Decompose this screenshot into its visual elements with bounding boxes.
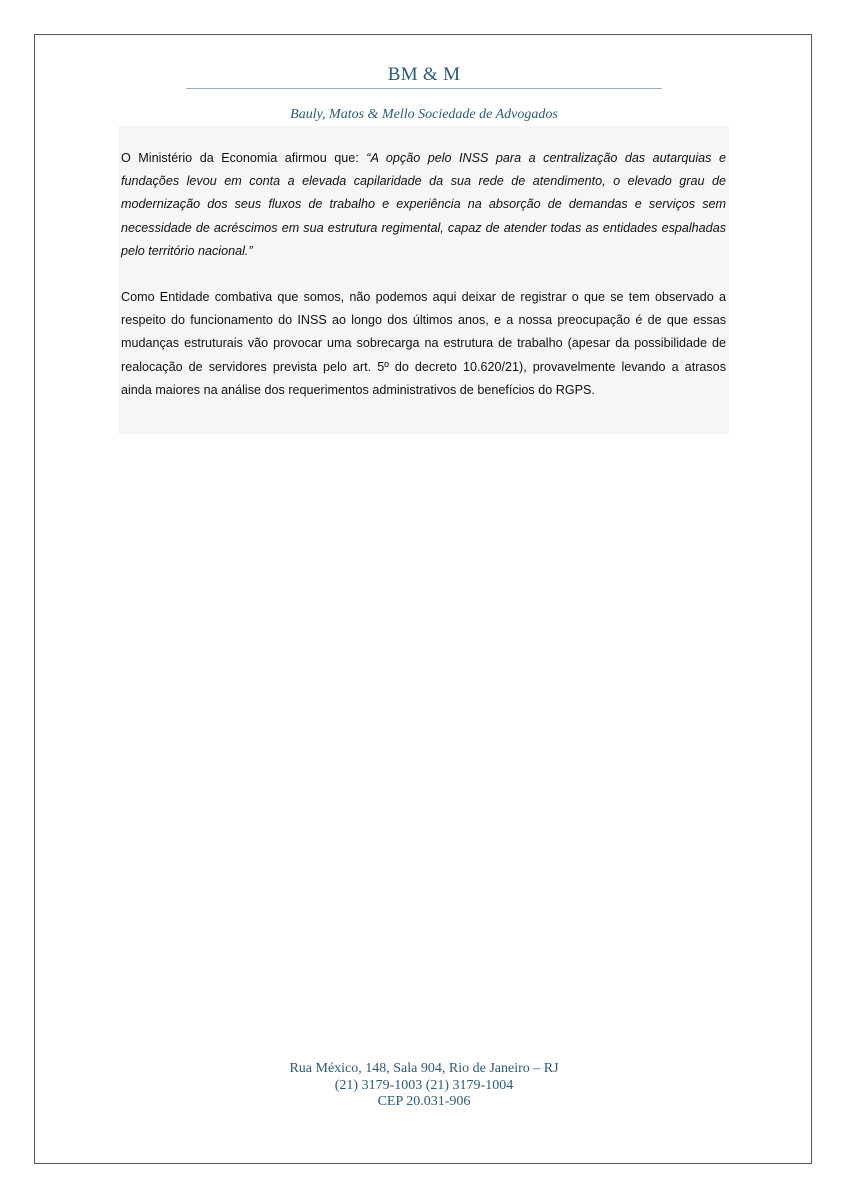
firm-name: BM & M [387, 64, 461, 85]
firm-subtitle: Bauly, Matos & Mello Sociedade de Advogados [290, 107, 558, 122]
paragraph-quote [121, 147, 726, 263]
footer-cep: CEP 20.031-906 [377, 1094, 471, 1109]
footer [0, 1061, 848, 1111]
header-divider [186, 88, 662, 89]
paragraph-intro: O Ministério da Economia afirmou que: [121, 151, 367, 165]
content-box [118, 126, 729, 434]
ministry-quote: “A opção pelo INSS para a centralização das autarquias e fundações levou em conta a elevada capilaridade da sua rede de atendimento, o elevado grau de modernização dos seus fluxos de trabalho e experiência na absorção de demandas e serviços sem necessidade de acréscimos em sua estrutura regimental, capaz de atender todas as entidades espalhadas pelo território nacional.” [121, 151, 726, 258]
footer-address: Rua México, 148, Sala 904, Rio de Janeiro – RJ [289, 1061, 559, 1076]
footer-phones: (21) 3179-1003 (21) 3179-1004 [334, 1077, 514, 1093]
paragraph-statement: Como Entidade combativa que somos, não podemos aqui deixar de registrar o que se tem observado a respeito do funcionamento do INSS ao longo dos últimos anos, e a nossa preocupação é de que essas mudanças estruturais vão provocar uma sobrecarga na estrutura de trabalho (apesar da possibilidade de realocação de servidores prevista pelo art. 5º do decreto 10.620/21), provavelmente levando a atrasos ainda maiores na análise dos requerimentos administrativos de benefícios do RGPS. [121, 290, 726, 397]
